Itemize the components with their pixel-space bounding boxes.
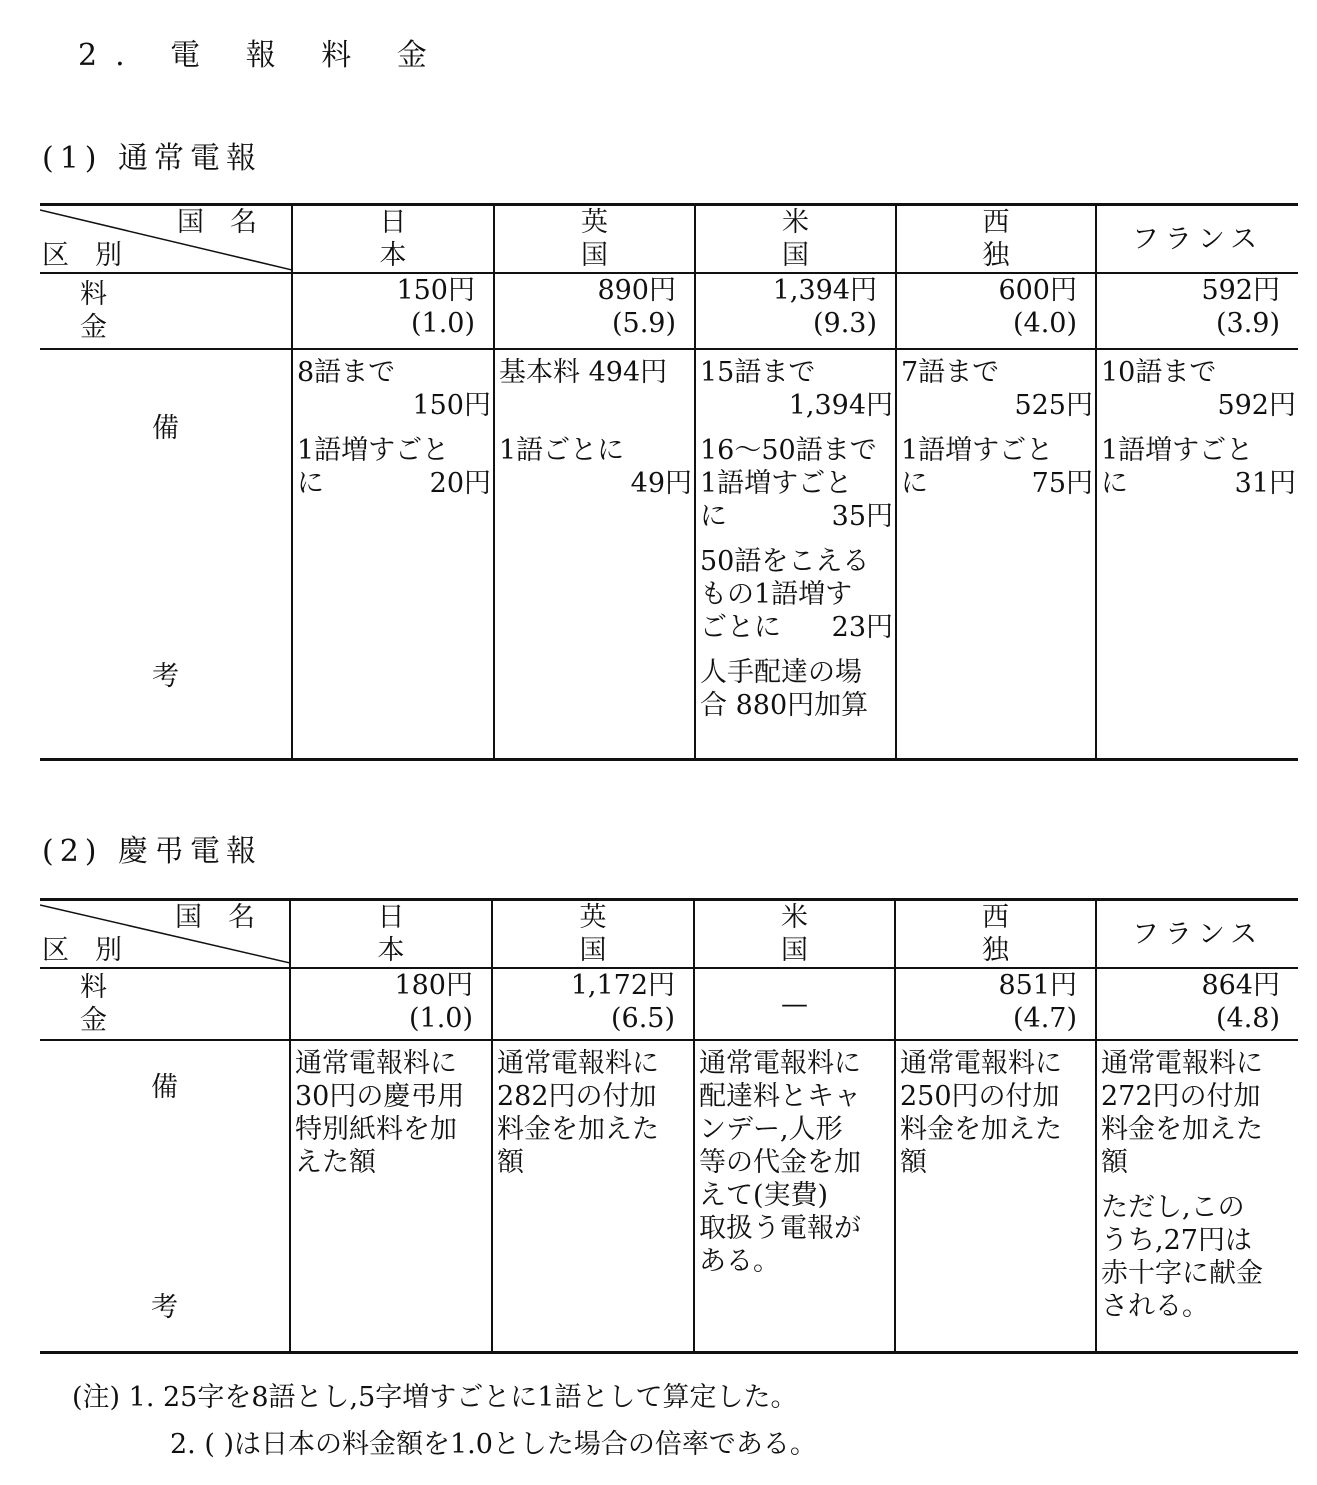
fee-amount: 600円 (998, 275, 1077, 306)
page-title: 2. 電 報 料 金 (78, 38, 445, 73)
fee-ratio: (4.0) (1012, 308, 1077, 339)
fee-cell-wgermany (895, 968, 1096, 1040)
col-header-japan: 日本 (292, 205, 494, 274)
fee-ratio: (1.0) (410, 308, 475, 339)
fee-cell-france (1096, 968, 1298, 1040)
col-header-us: 米国 (695, 205, 896, 274)
fee-amount: 150円 (396, 275, 475, 306)
col-header-uk: 英国 (494, 205, 695, 274)
fee-ratio: (5.9) (611, 308, 676, 339)
notes-cell-uk: 基本料 494円 1語ごとに 49円 (494, 349, 695, 759)
footnote-1: (注) 1. 25字を8語とし,5字増すごとに1語として算定した。 (72, 1382, 798, 1413)
notes-cell-wgermany: 通常電報料に 250円の付加 料金を加えた 額 (895, 1040, 1096, 1352)
section-heading-ordinary: (1) 通常電報 (42, 141, 263, 176)
corner-header (40, 205, 292, 274)
congratulatory-telegram-table (40, 898, 1298, 1354)
row-label-fee: 料金 (40, 273, 292, 349)
fee-amount: 1,172円 (570, 970, 675, 1001)
fee-cell-wgermany (896, 273, 1096, 349)
fee-cell-japan (292, 273, 494, 349)
fee-ratio: (4.7) (1012, 1003, 1077, 1034)
row-label-fee: 料金 (40, 968, 290, 1040)
notes-cell-japan: 通常電報料に 30円の慶弔用 特別紙料を加 えた額 (290, 1040, 492, 1352)
corner-label-category: 区別 (42, 935, 148, 966)
fee-amount: 864円 (1201, 970, 1280, 1001)
fee-cell-japan (290, 968, 492, 1040)
ordinary-telegram-table (40, 203, 1298, 761)
fee-cell-us (694, 968, 895, 1040)
fee-amount: 851円 (998, 970, 1077, 1001)
section-heading-congratulatory: (2) 慶弔電報 (42, 834, 263, 869)
col-header-france: フランス (1096, 900, 1298, 969)
fee-ratio: (9.3) (812, 308, 877, 339)
corner-header (40, 900, 290, 969)
fee-ratio: (1.0) (408, 1003, 473, 1034)
col-header-wgermany: 西独 (896, 205, 1096, 274)
row-label-notes: 備 考 (152, 413, 179, 692)
corner-label-category: 区別 (42, 240, 148, 271)
notes-cell-us: 15語まで 1,394円 16〜50語まで 1語増すごと に 35円 50語をこえる もの1語増す ごとに 23円 人手配達の場 合 880円加算 (695, 349, 896, 759)
notes-cell-france: 10語まで 592円 1語増すごと に 31円 (1096, 349, 1298, 759)
fee-amount: 180円 (394, 970, 473, 1001)
col-header-france: フランス (1096, 205, 1298, 274)
fee-amount: 890円 (597, 275, 676, 306)
row-label-notes: 備 考 (151, 1072, 178, 1323)
fee-cell-uk (494, 273, 695, 349)
fee-ratio: (3.9) (1215, 308, 1280, 339)
fee-amount: 1,394円 (772, 275, 877, 306)
notes-cell-uk: 通常電報料に 282円の付加 料金を加えた 額 (492, 1040, 694, 1352)
fee-ratio: (4.8) (1215, 1003, 1280, 1034)
notes-cell-wgermany: 7語まで 525円 1語増すごと に 75円 (896, 349, 1096, 759)
col-header-us: 米国 (694, 900, 895, 969)
col-header-wgermany: 西独 (895, 900, 1096, 969)
fee-ratio: (6.5) (610, 1003, 675, 1034)
footnote-2: 2. ( )は日本の料金額を1.0とした場合の倍率である。 (170, 1429, 817, 1460)
col-header-uk: 英国 (492, 900, 694, 969)
fee-amount: — (781, 988, 808, 1020)
notes-cell-france: 通常電報料に 272円の付加 料金を加えた 額 ただし,この うち,27円は 赤十字に献金 される。 (1096, 1040, 1298, 1352)
notes-cell-japan: 8語まで 150円 1語増すごと に 20円 (292, 349, 494, 759)
fee-cell-uk (492, 968, 694, 1040)
corner-label-country: 国名 (177, 207, 283, 238)
notes-cell-us: 通常電報料に 配達料とキャ ンデー,人形 等の代金を加 えて(実費) 取扱う電報が ある。 (694, 1040, 895, 1352)
col-header-japan: 日本 (290, 900, 492, 969)
fee-cell-us (695, 273, 896, 349)
corner-label-country: 国名 (175, 902, 281, 933)
fee-amount: 592円 (1201, 275, 1280, 306)
fee-cell-france (1096, 273, 1298, 349)
